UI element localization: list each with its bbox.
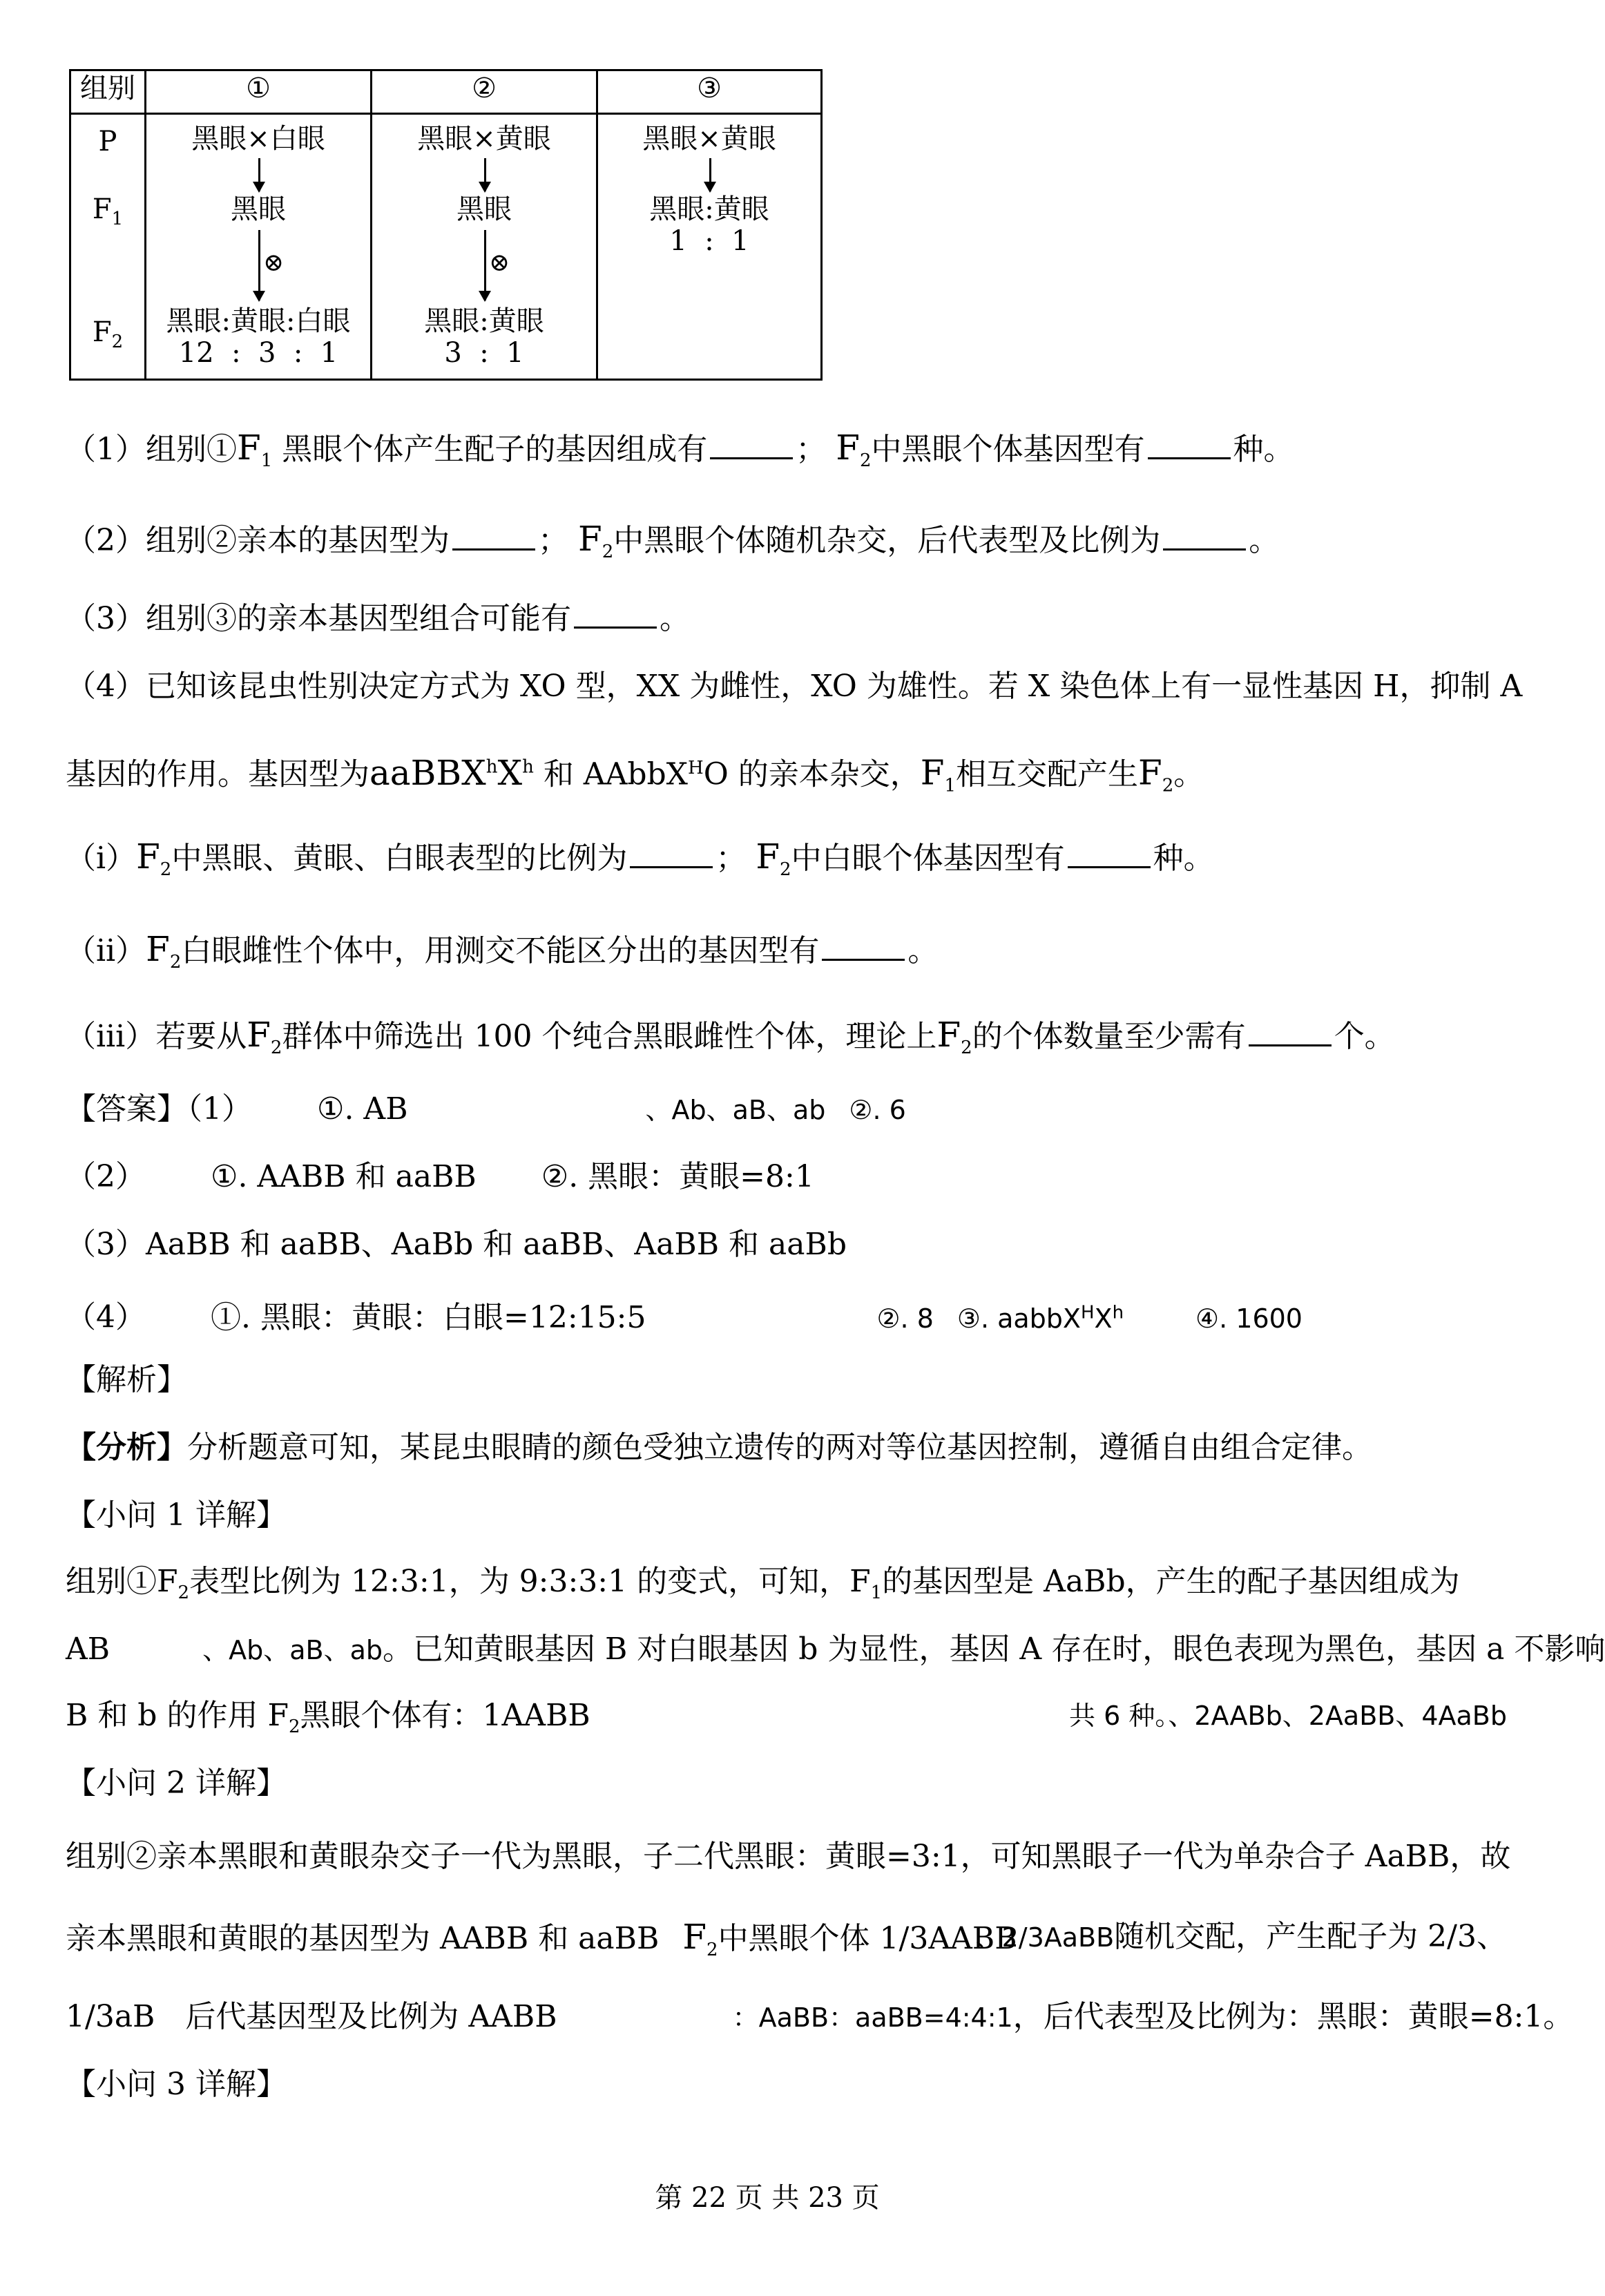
page-footer: 第 22 页 共 23 页 bbox=[655, 2182, 880, 2214]
question-3: （3）组别③的亲本基因型组合可能有 。 bbox=[66, 601, 690, 636]
question-4-line-2: 基因的作用。基因型为$aaBBX^hX^h$ 和 AAbbX$^H$O 的亲本杂交，$F_1$相互交配产生$F_2$。 bbox=[66, 752, 1204, 796]
answer-blank bbox=[1163, 524, 1246, 551]
row-labels bbox=[72, 115, 144, 378]
cross-table bbox=[69, 69, 823, 381]
g1-f2: 黑眼:黄眼:白眼 bbox=[166, 305, 351, 337]
answer-4: （4） ①. 黑眼：黄眼：白眼=12:15:5 ②. 8 ③. $aabbX^HX^h$ ④. 1600 bbox=[66, 1299, 1303, 1335]
analysis-summary: 【分析】分析题意可知，某昆虫眼睛的颜色受独立遗传的两对等位基因控制，遵循自由组合定律。 bbox=[66, 1430, 1372, 1465]
question-1: （1）组别$①F_1$ 黑眼个体产生配子的基因组成有 ； $F_2$中黑眼个体基因型有 种。 bbox=[66, 428, 1294, 471]
subquestion-3-heading: 【小问 3 详解】 bbox=[66, 2067, 287, 2102]
g3-parents: 黑眼×黄眼 bbox=[642, 123, 776, 155]
answer-blank bbox=[1148, 432, 1231, 459]
answer-blank bbox=[1068, 841, 1151, 868]
answer-3: （3）AaBB 和 aaBB、AaBb 和 aaBB、AaBB 和 aaBb bbox=[66, 1227, 847, 1262]
g1-f1: 黑眼 bbox=[231, 193, 286, 225]
group-3-cross bbox=[599, 115, 820, 378]
answer-blank bbox=[630, 841, 713, 868]
question-4-line-1: （4）已知该昆虫性别决定方式为 XO 型，XX 为雌性，XO 为雄性。若 X 染色体上有一显性基因 H，抑制 A bbox=[66, 669, 1523, 704]
question-4-iii: （ⅲ）若要从$F_2$群体中筛选出 100 个纯合黑眼雌性个体，理论上$F_2$的个体数量至少需有 个。 bbox=[66, 1015, 1395, 1058]
analysis-2-line-2-right: 、2/3AaBB随机交配，产生配子为 2/3、 bbox=[975, 1919, 1507, 1954]
g1-f2-ratio: 12 : 3 : 1 bbox=[178, 337, 338, 369]
analysis-2-line-3: 1/3aB 后代基因型及比例为 AABB ：AaBB：aaBB=4:4:1，后代表型及比例为：黑眼：黄眼=8:1。 bbox=[66, 1999, 1574, 2034]
g3-f1-ratio: 1 : 1 bbox=[669, 225, 749, 257]
g1-parents: 黑眼×白眼 bbox=[191, 123, 325, 155]
g2-f2: 黑眼:黄眼 bbox=[424, 305, 544, 337]
g3-arrow-1 bbox=[709, 158, 711, 191]
analysis-1-line-2: AB 、Ab、aB、ab。已知黄眼基因 B 对白眼基因 b 为显性，基因 A 存在时，眼色表现为黑色，基因 a 不影响 bbox=[66, 1632, 1605, 1667]
header-group: 组别 bbox=[70, 70, 146, 114]
group-2-cross bbox=[373, 115, 595, 378]
table-header-row bbox=[70, 70, 822, 114]
g2-f1: 黑眼 bbox=[456, 193, 512, 225]
row-label-p: P bbox=[98, 126, 117, 157]
g1-arrow-1 bbox=[258, 158, 260, 191]
question-2: （2）组别②亲本的基因型为 ； $F_2$中黑眼个体随机杂交，后代表型及比例为 。 bbox=[66, 519, 1280, 562]
answer-2: （2） ①. AABB 和 aaBB ②. 黑眼：黄眼=8:1 bbox=[66, 1159, 814, 1194]
answer-1: 【答案】（1） ①. AB 、Ab、aB、ab ②. 6 bbox=[66, 1091, 906, 1127]
g2-arrow-2 bbox=[484, 230, 486, 300]
answer-blank bbox=[452, 524, 535, 551]
g2-parents: 黑眼×黄眼 bbox=[417, 123, 551, 155]
g1-selfing-symbol: ⊗ bbox=[263, 249, 285, 277]
g3-f1: 黑眼:黄眼 bbox=[649, 193, 769, 225]
header-group-2: ② bbox=[372, 70, 597, 114]
analysis-1-line-3-right: 共 6 种。、2AABb、2AaBB、4AaBb bbox=[1068, 1701, 1507, 1731]
subquestion-1-heading: 【小问 1 详解】 bbox=[66, 1498, 287, 1533]
g2-arrow-1 bbox=[484, 158, 486, 191]
answer-blank bbox=[822, 934, 905, 961]
g2-selfing-symbol: ⊗ bbox=[489, 249, 510, 277]
question-4-i: $(ⅰ)F_2$中黑眼、黄眼、白眼表型的比例为 ； $F_2$中白眼个体基因型有 种。 bbox=[66, 836, 1214, 880]
table-body-row bbox=[70, 114, 822, 380]
subquestion-2-heading: 【小问 2 详解】 bbox=[66, 1766, 287, 1801]
answer-blank bbox=[710, 432, 793, 459]
analysis-2-line-2: 亲本黑眼和黄眼的基因型为 AABB 和 aaBB $F_2$中黑眼个体 1/3AABB bbox=[66, 1917, 1017, 1960]
answer-blank bbox=[1249, 1020, 1332, 1046]
analysis-2-line-1: 组别②亲本黑眼和黄眼杂交子一代为黑眼，子二代黑眼：黄眼=3:1，可知黑眼子一代为单杂合子 AaBB，故 bbox=[66, 1839, 1511, 1874]
g2-f2-ratio: 3 : 1 bbox=[444, 337, 524, 369]
answer-blank bbox=[574, 602, 657, 629]
question-4-ii: $(ⅱ)F_2$白眼雌性个体中，用测交不能区分出的基因型有 。 bbox=[66, 929, 939, 973]
analysis-heading: 【解析】 bbox=[66, 1362, 187, 1397]
analysis-1-line-1: 组别$①F_2$表型比例为 12:3:1，为 9:3:3:1 的变式，可知，$F_1$的基因型是 AaBb，产生的配子基因组成为 bbox=[66, 1564, 1460, 1603]
header-group-1: ① bbox=[146, 70, 372, 114]
analysis-1-line-3: B 和 b 的作用 $F_2$黑眼个体有：1AABB bbox=[66, 1698, 590, 1737]
header-group-3: ③ bbox=[597, 70, 822, 114]
g1-arrow-2 bbox=[258, 230, 260, 300]
group-1-cross bbox=[147, 115, 369, 378]
row-label-f1: $F_1$ bbox=[92, 193, 124, 229]
row-label-f2: $F_2$ bbox=[92, 316, 124, 352]
